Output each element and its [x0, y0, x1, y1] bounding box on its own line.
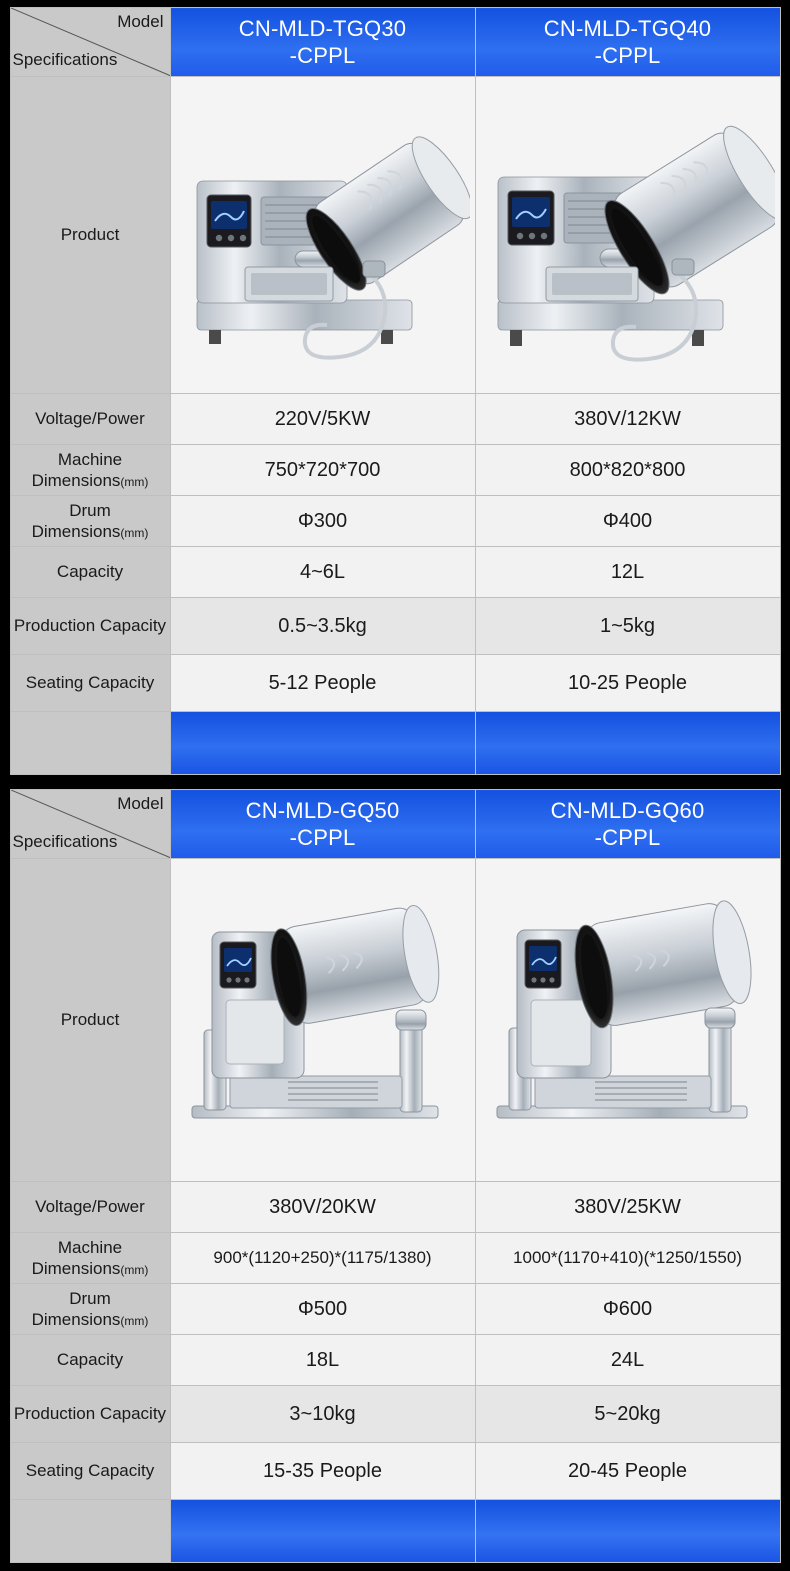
model-name-line2: -CPPL: [289, 43, 356, 68]
row-label-production-capacity: Production Capacity: [10, 598, 170, 655]
table-row-production-capacity: [10, 598, 780, 655]
footer-label-cell: [10, 712, 170, 775]
table-row-product: [10, 77, 780, 394]
table-row-product: [10, 859, 780, 1182]
row-label-voltage-power: Voltage/Power: [10, 394, 170, 445]
cell-seating-capacity-2: 20-45 People: [475, 1443, 780, 1500]
product-image-cell-2: [475, 77, 780, 394]
model-name-line1: CN-MLD-GQ50: [245, 797, 400, 823]
cell-production-capacity-2: 1~5kg: [475, 598, 780, 655]
row-label-seating-capacity: Seating Capacity: [10, 1443, 170, 1500]
label-unit: (mm): [120, 1263, 149, 1277]
cell-production-capacity-1: 0.5~3.5kg: [170, 598, 475, 655]
label-text: Drum Dimensions: [31, 1288, 121, 1329]
table-footer-row: [10, 1500, 780, 1563]
label-text: Machine Dimensions: [31, 449, 123, 490]
table-row-machine-dimensions: [10, 445, 780, 496]
drum-cooking-machine-icon: [171, 859, 475, 1181]
cell-seating-capacity-1: 15-35 People: [170, 1443, 475, 1500]
label-unit: (mm): [120, 475, 149, 489]
product-image-cell-1: [170, 77, 475, 394]
row-label-production-capacity: Production Capacity: [10, 1386, 170, 1443]
header-specifications-label: Specifications: [12, 832, 118, 851]
header-model-label: Model: [117, 794, 164, 813]
row-label-drum-dimensions: [10, 496, 170, 547]
model-name-line1: CN-MLD-TGQ40: [543, 15, 712, 41]
header-corner-cell: [10, 790, 170, 859]
drum-cooking-machine-icon: [476, 859, 780, 1181]
row-label-capacity: Capacity: [10, 1335, 170, 1386]
cell-production-capacity-1: 3~10kg: [170, 1386, 475, 1443]
row-label-capacity: Capacity: [10, 547, 170, 598]
row-label-voltage-power: Voltage/Power: [10, 1182, 170, 1233]
cell-machine-dim-2: 1000*(1170+410)(*1250/1550): [475, 1233, 780, 1284]
cell-drum-dim-1: Φ500: [170, 1284, 475, 1335]
model-name-line2: -CPPL: [289, 825, 356, 850]
footer-accent-bar-2: [475, 712, 780, 775]
table-header-row: [10, 8, 780, 77]
cell-production-capacity-2: 5~20kg: [475, 1386, 780, 1443]
row-label-machine-dimensions: [10, 1233, 170, 1284]
cell-voltage-1: 380V/20KW: [170, 1182, 475, 1233]
header-specifications-label: Specifications: [12, 50, 118, 69]
label-unit: (mm): [120, 526, 149, 540]
footer-accent-bar-1: [170, 712, 475, 775]
label-text: Machine Dimensions: [31, 1237, 123, 1278]
cell-seating-capacity-2: 10-25 People: [475, 655, 780, 712]
table-header-row: [10, 790, 780, 859]
cell-capacity-2: 12L: [475, 547, 780, 598]
model-header-1: [170, 8, 475, 77]
cell-capacity-1: 18L: [170, 1335, 475, 1386]
row-label-drum-dimensions: [10, 1284, 170, 1335]
table-row-drum-dimensions: [10, 496, 780, 547]
table-row-voltage: [10, 1182, 780, 1233]
model-header-1: [170, 790, 475, 859]
footer-accent-bar-2: [475, 1500, 780, 1563]
cell-drum-dim-2: Φ600: [475, 1284, 780, 1335]
drum-cooking-machine-icon: [476, 77, 780, 393]
cell-seating-capacity-1: 5-12 People: [170, 655, 475, 712]
model-name-line1: CN-MLD-GQ60: [550, 797, 705, 823]
label-unit: (mm): [120, 1314, 149, 1328]
cell-machine-dim-1: 900*(1120+250)*(1175/1380): [170, 1233, 475, 1284]
cell-machine-dim-1: 750*720*700: [170, 445, 475, 496]
table-row-capacity: [10, 547, 780, 598]
table-row-production-capacity: [10, 1386, 780, 1443]
cell-capacity-2: 24L: [475, 1335, 780, 1386]
footer-accent-bar-1: [170, 1500, 475, 1563]
drum-cooking-machine-icon: [171, 77, 475, 393]
product-image-cell-2: [475, 859, 780, 1182]
cell-voltage-1: 220V/5KW: [170, 394, 475, 445]
product-image-cell-1: [170, 859, 475, 1182]
cell-drum-dim-2: Φ400: [475, 496, 780, 547]
row-label-seating-capacity: Seating Capacity: [10, 655, 170, 712]
table-row-voltage: [10, 394, 780, 445]
table-row-drum-dimensions: [10, 1284, 780, 1335]
header-corner-cell: [10, 8, 170, 77]
cell-voltage-2: 380V/25KW: [475, 1182, 780, 1233]
row-label-product: Product: [10, 859, 170, 1182]
model-name-line2: -CPPL: [594, 825, 661, 850]
model-header-2: [475, 8, 780, 77]
model-header-2: [475, 790, 780, 859]
row-label-machine-dimensions: [10, 445, 170, 496]
table-row-machine-dimensions: [10, 1233, 780, 1284]
cell-voltage-2: 380V/12KW: [475, 394, 780, 445]
model-name-line1: CN-MLD-TGQ30: [238, 15, 407, 41]
cell-capacity-1: 4~6L: [170, 547, 475, 598]
row-label-product: Product: [10, 77, 170, 394]
spec-table-1: [10, 7, 781, 775]
cell-machine-dim-2: 800*820*800: [475, 445, 780, 496]
table-row-capacity: [10, 1335, 780, 1386]
table-footer-row: [10, 712, 780, 775]
footer-label-cell: [10, 1500, 170, 1563]
cell-drum-dim-1: Φ300: [170, 496, 475, 547]
table-row-seating-capacity: [10, 655, 780, 712]
label-text: Drum Dimensions: [31, 500, 121, 541]
table-row-seating-capacity: [10, 1443, 780, 1500]
spec-table-2: [10, 789, 781, 1563]
model-name-line2: -CPPL: [594, 43, 661, 68]
header-model-label: Model: [117, 12, 164, 31]
